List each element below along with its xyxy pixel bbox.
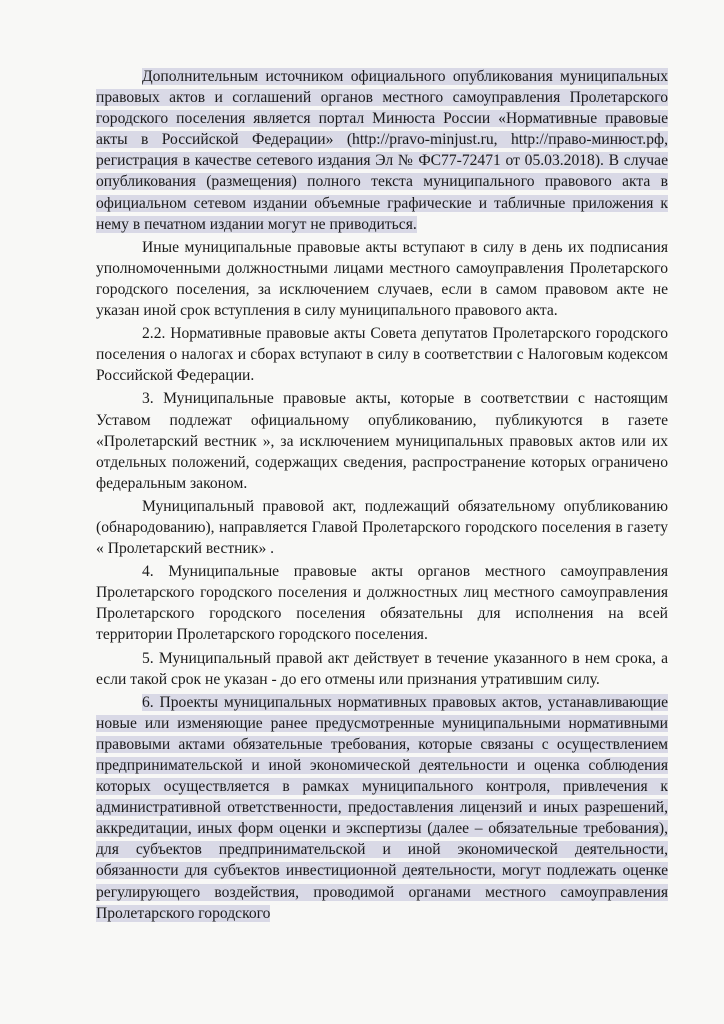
paragraph-official-publication-source xyxy=(96,66,668,235)
document-body xyxy=(96,66,668,926)
paragraph-2-2-tax-acts: 2.2. Нормативные правовые акты Совета депутатов Пролетарского городского поселения о налогах и сборах вступают в силу в соответствии с Налоговым кодексом Российской Федерации. xyxy=(96,325,668,385)
highlighted-text: 6. Проекты муниципальных нормативных правовых актов, устанавливающие новые или изменяющие ранее предусмотренные муниципальными нормативными правовыми актами обязательные требования, которые связаны с осуществлением предпринимательской и иной экономической деятельности и оценка соблюдения которых осуществляется в рамках муниципального контроля, привлечения к административной ответственности, предоставления лицензий и иных разрешений, аккредитации, иных форм оценки и экспертизы (далее – обязательные требования), для субъектов предпринимательской и иной экономической деятельности, обязанности для субъектов инвестиционной деятельности, могут подлежать оценке регулирующего воздействия, проводимой органами местного самоуправления Пролетарского городского xyxy=(96,693,668,922)
paragraph-6-regulatory-impact xyxy=(96,692,668,924)
paragraph-5-validity-term: 5. Муниципальный правой акт действует в течение указанного в нем срока, а если такой срок не указан - до его отмены или признания утратившим силу. xyxy=(96,649,668,688)
highlighted-text: Дополнительным источником официального опубликования муниципальных правовых актов и соглашений органов местного самоуправления Пролетарского городского поселения является портал Минюста России «Нормативные правовые акты в Российской Федерации» (http://pravo-minjust.ru, http://право-минюст.рф, регистрация в качестве сетевого издания Эл № ФС77-72471 от 05.03.2018). В случае опубликования (размещения) полного текста муниципального правового акта в официальном сетевом издании объемные графические и табличные приложения к нему в печатном издании могут не приводиться. xyxy=(96,68,668,233)
paragraph-3-publication: 3. Муниципальные правовые акты, которые в соответствии с настоящим Уставом подлежат официальному опубликованию, публикуются в газете «Пролетарский вестник », за исключением муниципальных правовых актов или их отдельных положений, содержащих сведения, распространение которых ограничено федеральным законом. xyxy=(96,390,668,492)
paragraph-other-acts-entry-into-force: Иные муниципальные правовые акты вступают в силу в день их подписания уполномоченными должностными лицами местного самоуправления Пролетарского городского поселения, за исключением случаев, если в самом правовом акте не указан иной срок вступления в силу муниципального правового акта. xyxy=(96,238,668,320)
paragraph-4-binding-force: 4. Муниципальные правовые акты органов местного самоуправления Пролетарского городского поселения и должностных лиц местного самоуправления Пролетарского городского поселения обязательны для исполнения на всей территории Пролетарского городского поселения. xyxy=(96,563,668,644)
paragraph-3-sending-to-newspaper: Муниципальный правовой акт, подлежащий обязательному опубликованию (обнародованию), направляется Главой Пролетарского городского поселения в газету « Пролетарский вестник» . xyxy=(96,497,668,558)
